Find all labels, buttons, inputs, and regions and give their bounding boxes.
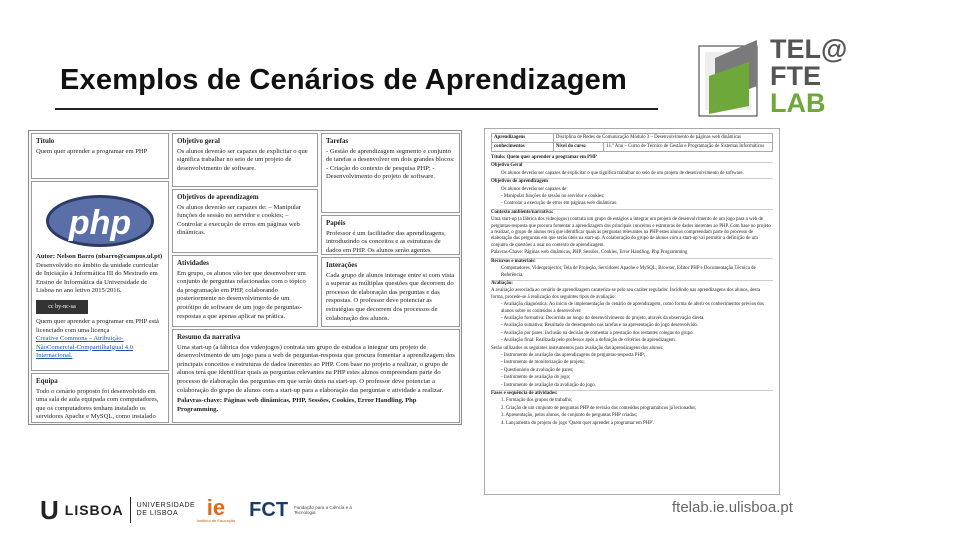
- atividades-text: Em grupo, os alunos vão ter que desenvolver um conjunto de perguntas relacionadas com o tópico da programação em PHP, colaborando posteriormente no desenvolvimento de um protótipo de software de um jogo de perguntas-respostas a que apenas aplicar na prática.: [177, 269, 306, 320]
- logo-divider: [130, 497, 131, 523]
- header-table: [491, 133, 773, 152]
- list-item: 2. Criação de um conjunto de perguntas PHP de revisão dos conteúdos programáticos já lecionados;: [501, 405, 697, 411]
- equipa-text: Todo o cenário proposto foi desenvolvido em uma sala de aula equipada com computadores, que os computadores tenham instalado os servidores Apache e MySQL, como instalado: [36, 387, 159, 421]
- list-item: 1. Formação dos grupos de trabalho;: [501, 398, 573, 404]
- ulisboa-mark: U: [40, 494, 59, 525]
- doc2-titulo: Título: Quem quer aprender a programar em PHP: [491, 155, 597, 160]
- papeis-label: Papéis: [326, 219, 346, 227]
- interacoes-label: Interações: [326, 261, 358, 269]
- doc2-objetivos-heading: Objetivos de aprendizagem: [491, 178, 773, 185]
- list-item: - Avaliação por pares: Inclusão na decisão de comentar a prestação dos restantes colegas do grupo.: [501, 330, 694, 336]
- list-item: - Manipular funções de sessão no servidor e cookies;: [501, 194, 605, 200]
- papeis-text: Professor é um facilitador das aprendizagens, introduzindo os conceitos e as estruturas de dados em PHP. Os alunos serão agentes: [326, 229, 446, 254]
- objetivos-box: [172, 189, 318, 253]
- autor-box: [31, 181, 169, 371]
- equipa-box: [31, 373, 169, 423]
- php-logo-icon: php: [46, 195, 154, 247]
- ulisboa-word: LISBOA: [64, 502, 124, 518]
- interacoes-box: [321, 257, 460, 327]
- list-item: - Instrumento de avaliação das aprendizagens de perguntas-resposta PHP;: [501, 352, 646, 358]
- objetivo-geral-box: [172, 133, 318, 187]
- titulo-value: Quem quer aprender a programar em PHP: [36, 147, 148, 155]
- objetivos-label: Objetivos de aprendizagem: [177, 193, 259, 201]
- ulisboa-logo: [40, 494, 196, 526]
- ie-mark: ie: [206, 494, 226, 520]
- list-item: - Avaliação final: Realizada pelo professor após a definição de critérios de aprendizagem.: [501, 338, 676, 344]
- tarefas-label: Tarefas: [326, 137, 349, 145]
- doc2-recursos: Computadores, Videoprojector, Tela de Projeção, Servidores Apache e MySQL, Browser, Editor PHP e Documentação Técnica de Referência.: [501, 266, 756, 278]
- logo-line-1: TEL@: [770, 34, 848, 64]
- papeis-box: [321, 215, 460, 255]
- logo-line-2: FTE: [770, 61, 821, 91]
- fct-mark: FCT: [249, 498, 289, 521]
- cc-license-badge: cc by-nc-sa: [36, 300, 88, 314]
- list-item: - Avaliação formativa: Decorrida ao longo do desenvolvimento do projeto, através da observação direta.: [501, 315, 705, 321]
- list-item: - Avaliação sumativa: Resultado do desempenho nas tarefas e na apresentação do jogo desenvolvido.: [501, 323, 699, 329]
- tarefas-text: - Gestão de aprendizagem segmento e conjunto de tarefas a desenvolver em dois grandes blocos: - Criação do contexto de pesquisa PHP; - Desenvolvimento do projeto de software.: [326, 147, 455, 181]
- logo-wordmark: [770, 36, 847, 117]
- license-text: Quem quer aprender a programar em PHP está licenciado com uma licença: [36, 317, 159, 334]
- list-item: 3. Apresentação, pelos alunos, do conjunto de perguntas PHP criadas;: [501, 413, 638, 419]
- header-cell: conhecimentos: [492, 143, 554, 152]
- atividades-box: [172, 255, 318, 327]
- ie-logo: [196, 494, 236, 523]
- resumo-label: Resumo da narrativa: [177, 333, 241, 341]
- list-item: - Instrumento de avaliação da avaliação do jogo.: [501, 382, 596, 388]
- list-item: - Avaliação diagnóstica: Ao início de implementação do cenário de aprendizagem, como forma de aferir os conhecimentos prévios dos alunos sobre os conteúdos a desenvolver.: [501, 302, 764, 314]
- header-cell: Nível do curso: [553, 143, 604, 152]
- objetivo-geral-text: Os alunos deverão ser capazes de explicitar o que significa trabalhar no seio de um projeto de desenvolvimento de software.: [177, 147, 308, 172]
- tarefas-box: [321, 133, 460, 213]
- header-cell: Disciplina de Redes de Comunicação Módulo 3 – Desenvolvimento de páginas web dinâmicas: [553, 134, 772, 143]
- doc2-avaliacao-heading: Avaliação:: [491, 280, 773, 287]
- license-link[interactable]: Creative Commons – Atribuição-NãoComercial-CompartilhaIgual 4.0 Internacional.: [36, 335, 134, 360]
- slide-title: Exemplos de Cenários de Aprendizagem: [60, 64, 627, 96]
- resumo-box: [172, 329, 460, 423]
- palavras-chave: Palavras-chave: Páginas web dinâmicas, PHP, Sessões, Cookies, Error Handling, Php Programming.: [177, 397, 417, 413]
- doc2-objetivo-geral-heading: Objetivo Geral: [491, 162, 773, 169]
- list-item: - Instrumento de monitorização de projeto;: [501, 360, 585, 366]
- titulo-box: [31, 133, 169, 179]
- fct-logo: [249, 499, 354, 522]
- doc2-objetivo-geral: Os alunos deverão ser capazes de explicitar o que significa trabalhar no seio de um projeto de desenvolvimento de software.: [501, 170, 744, 176]
- ulisboa-sub: UNIVERSIDADE DE LISBOA: [136, 502, 196, 517]
- doc2-recursos-heading: Recursos e materiais:: [491, 258, 773, 265]
- title-underline: [55, 108, 658, 110]
- list-item: 4. Lançamento do projeto do jogo 'Quem quer aprender a programar em PHP'.: [501, 420, 655, 426]
- doc2-palavras: Palavras-Chave: Páginas web dinâmicas, PHP, Sessões, Cookies, Error Handling, Php Programming: [491, 250, 688, 256]
- titulo-label: Título: [36, 137, 55, 145]
- list-item: Os alunos deverão ser capazes de:: [501, 186, 568, 192]
- interacoes-text: Cada grupo de alunos interage entre si com vista a superar as múltiplas questões que decorrem do processo de elaboração das perguntas e das respostas. O professor deve potenciar as estratégias que decorrem dos processos de colaboração dos alunos.: [326, 271, 455, 322]
- partner-logos: [40, 490, 354, 530]
- site-url[interactable]: ftelab.ie.ulisboa.pt: [672, 499, 793, 516]
- objetivo-geral-label: Objetivo geral: [177, 137, 220, 145]
- doc2-fases-heading: Fases e sequência de atividades:: [491, 390, 773, 397]
- resumo-text: Uma start-up (a fábrica dos videojogos) contrata um grupo de estudos a integrar um projeto de desenvolvimento de um jogo para a web de perguntas-resposta que procura fomentar a aprendizagem dos principais conceitos e estruturas de dados inerentes ao PHP. Com base no projeto a realizar, o grupo de alunos terá que identificar quais as perguntas relevantes na PHP estes alunos compreendam parte do processo de elaboração das perguntas em que serão úteis na start-up. O professor deve potenciar a colaboração do grupo de alunos com a start-up para a elaboração das perguntas e atividade a realizar.: [177, 343, 455, 394]
- autor-desc: Desenvolvido no âmbito da unidade curricular de Iniciação à Informática III do Mestrado em Ensino de Informática da Universidade de Lisboa no ano letivo 2015/2016.: [36, 261, 159, 295]
- fct-sub: Fundação para a Ciência e a Tecnologia: [294, 504, 352, 515]
- objetivos-text: Os alunos deverão ser capazes de: – Manipular funções de sessão no servidor e cookies; – Controlar a execução de erros em páginas web dinâmicas.: [177, 203, 301, 237]
- header-cell: 11.º Ano – Curso de Técnico de Gestão e Programação de Sistemas Informáticos: [604, 143, 773, 152]
- doc2-instrumentos-heading: Serão utilizados os seguintes instrumentos para avaliação das aprendizagens dos alunos:: [491, 345, 664, 351]
- doc2-contexto-heading: Contexto ambiente/narrativa:: [491, 209, 773, 216]
- list-item: - Questionário de avaliação de pares;: [501, 367, 574, 373]
- header-cell: Aprendizagens: [492, 134, 554, 143]
- list-item: - Instrumento de avaliação do jogo;: [501, 375, 571, 381]
- logo-line-3: LAB: [770, 88, 826, 118]
- atividades-label: Atividades: [177, 259, 209, 267]
- scenario-card-document: [28, 130, 462, 425]
- lesson-plan-document: [484, 128, 780, 495]
- ie-sub: Instituto de Educação: [196, 517, 236, 523]
- doc2-avaliacao: A avaliação associada ao cenário de aprendizagem carateriza-se pelo seu caráter regulador. Incidindo nas aprendizagens dos alunos, desta forma, procede-se à realização dos seguintes tipos de avaliação:: [491, 288, 760, 300]
- equipa-label: Equipa: [36, 377, 58, 385]
- autor-line: Autor: Nelson Barro (nbarro@campus.ul.pt): [36, 253, 163, 260]
- doc2-contexto: Uma start-up (a fábrica dos videojogos) contrata um grupo de estágios a integrar um projeto de desenvolvimento de um jogo para a web de perguntas-resposta que procura fomentar a aprendizagem dos principais conceitos e estruturas de dados inerentes ao PHP. Com base no projeto a realizar, o grupo de alunos terá que identificar quais as perguntas relevantes na PHP estes alunos compreendam parte do processo de elaboração das perguntas em que serão úteis na start-up. A colaboração do grupo de alunos com a start-up vai permitir a definição de um conjunto de questões a usar no contexto de aprendizagem.: [491, 217, 771, 248]
- list-item: - Controlar a execução de erros em páginas web dinâmicas.: [501, 201, 618, 207]
